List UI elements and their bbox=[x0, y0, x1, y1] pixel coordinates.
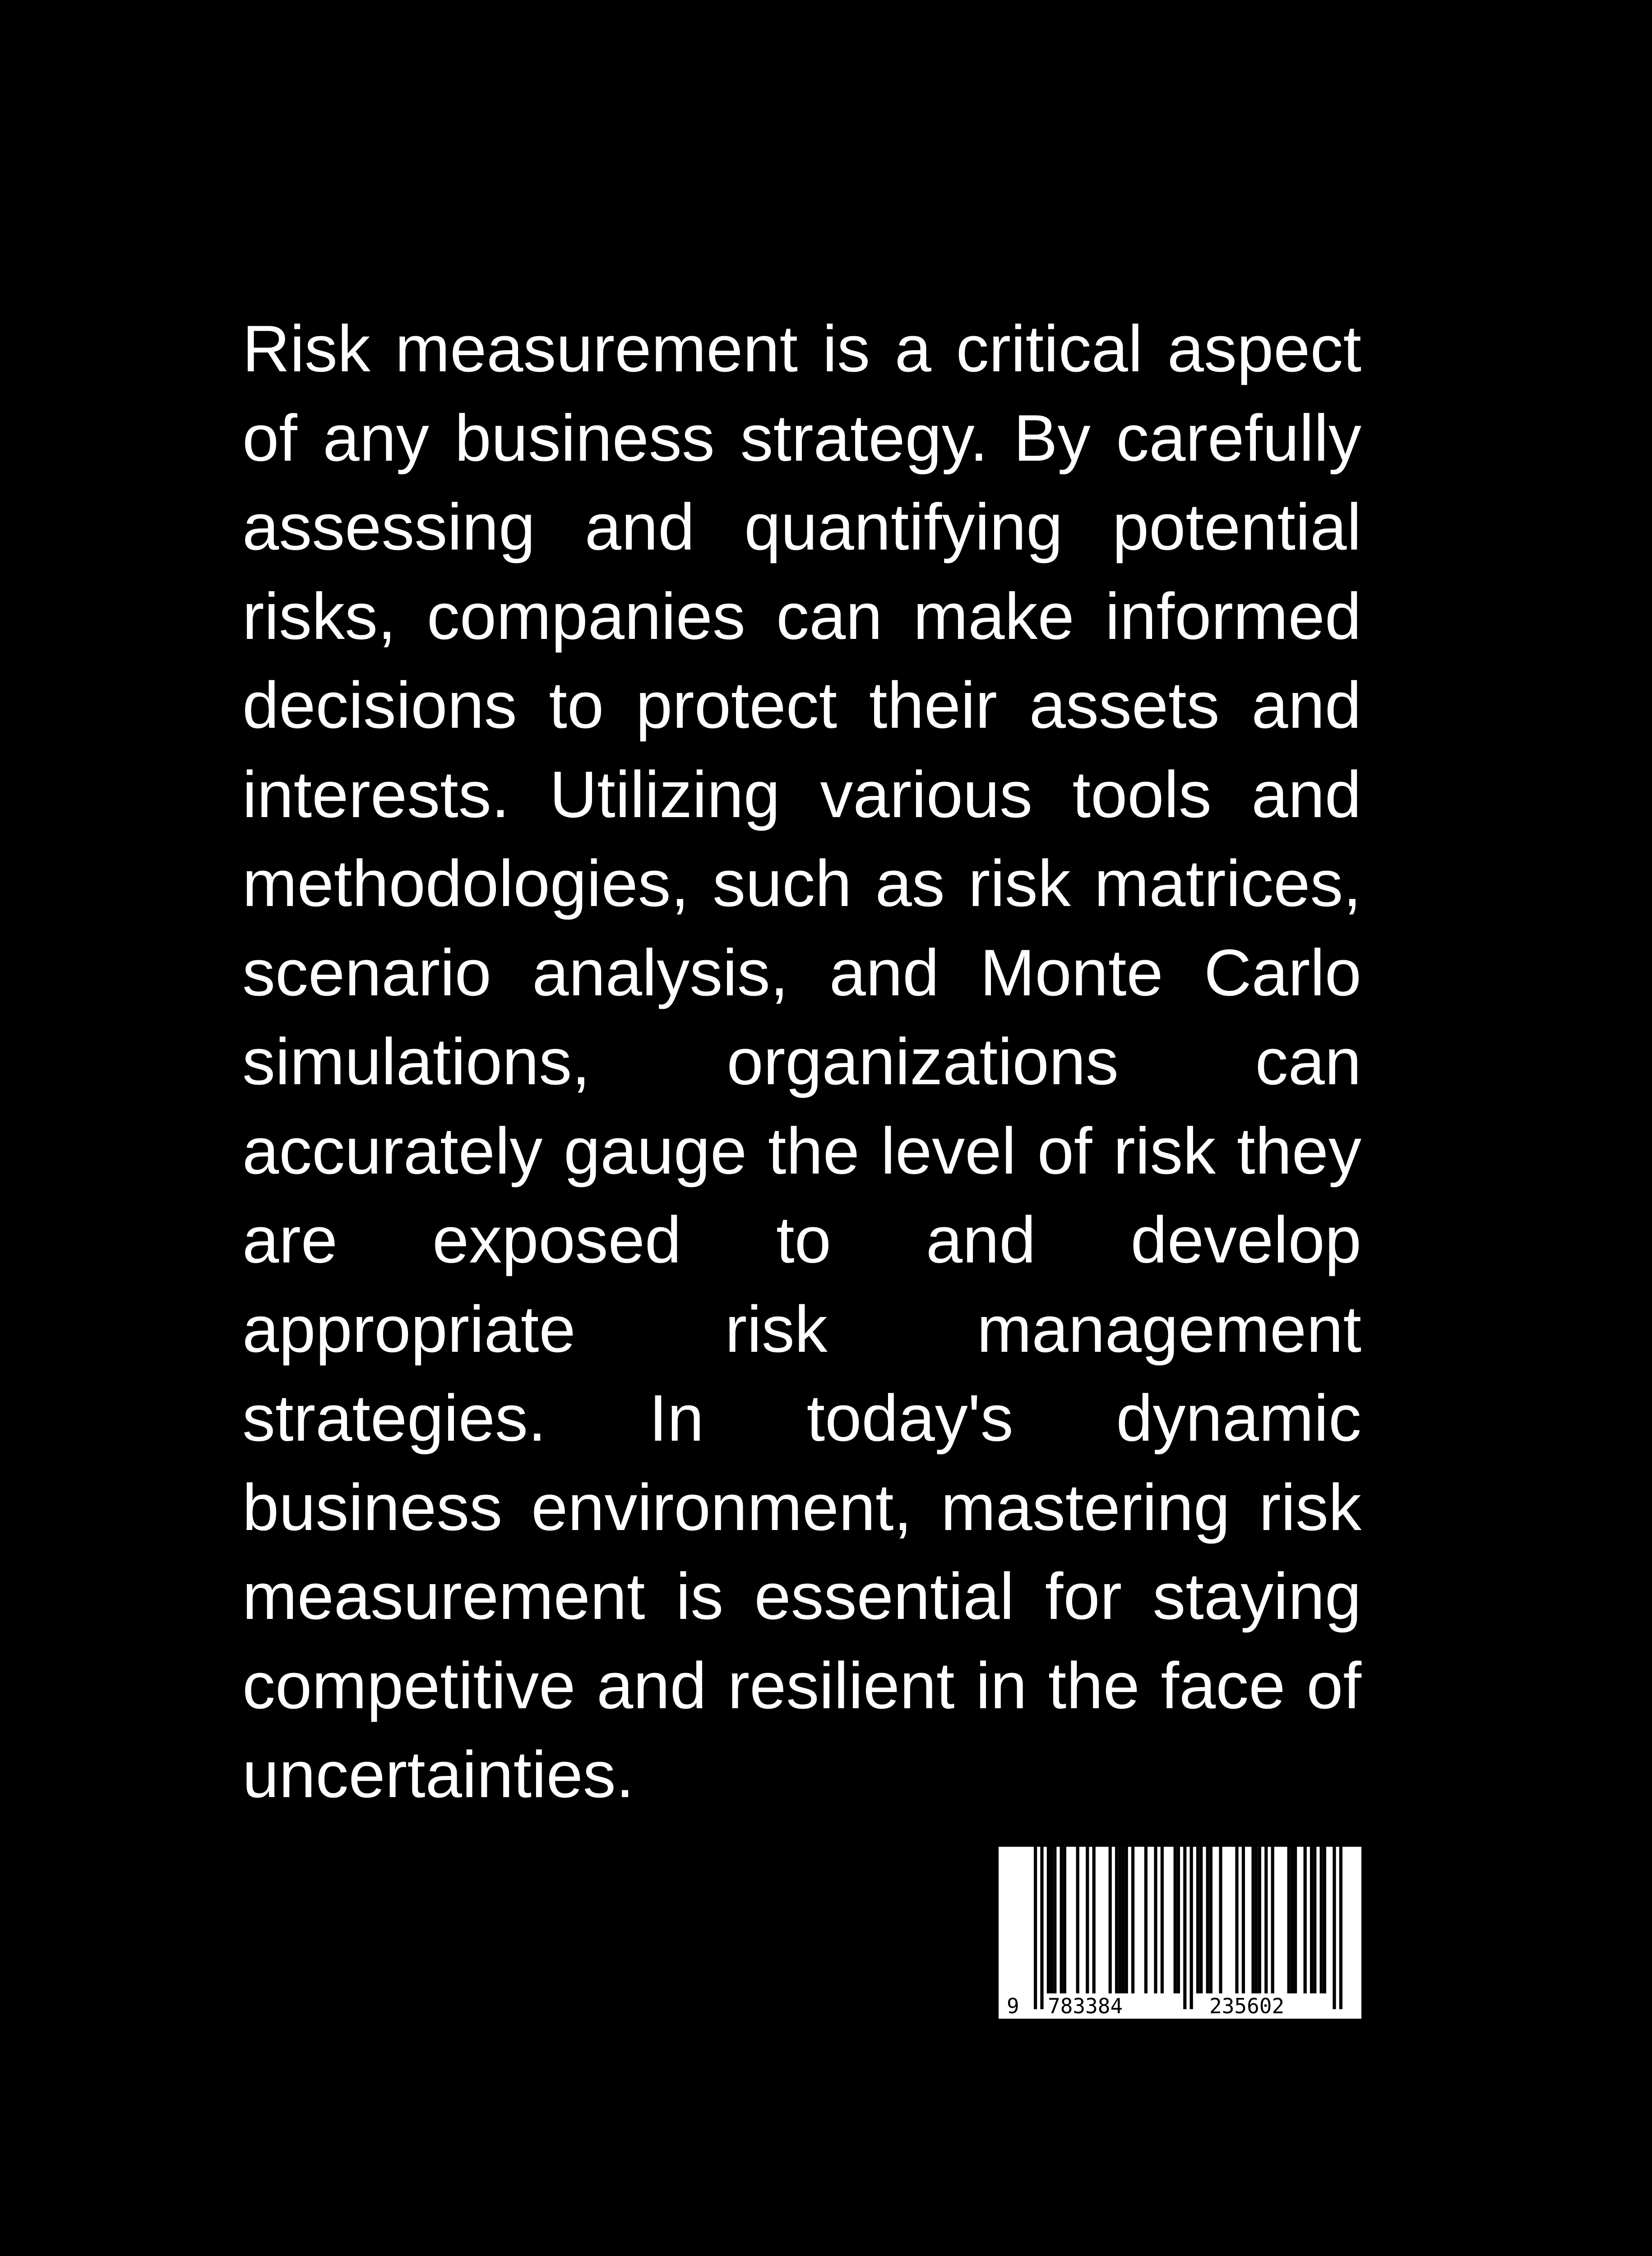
barcode-bar bbox=[1125, 1847, 1128, 1993]
barcode-bar bbox=[1255, 1847, 1258, 1993]
barcode-bar bbox=[1121, 1847, 1124, 1993]
barcode-bars bbox=[999, 1847, 1361, 2019]
isbn-barcode bbox=[999, 1847, 1361, 2019]
barcode-bar bbox=[1076, 1847, 1079, 1993]
barcode-bar bbox=[1313, 1847, 1316, 1993]
barcode-bar bbox=[1235, 1847, 1238, 1993]
barcode-bar bbox=[1310, 1847, 1313, 1993]
barcode-bar bbox=[1339, 1847, 1342, 2009]
barcode-bar bbox=[1323, 1847, 1326, 1993]
blurb-text: Risk measurement is a critical aspect of any business strategy. By carefully assessing and quantifying potential risks, companies can make informed decisions to protect their assets and interests. Utilizing various tools and methodologies, such as risk matrices, scenario analysis, and Monte Carlo simulations, organizations can accurately gauge the level of risk they are exposed to and develop appropriate risk management strategies. In today's dynamic business environment, mastering risk measurement is essential for staying competitive and resilient in the face of uncertainties. bbox=[242, 312, 1361, 1811]
barcode-lead-digit: 9 bbox=[1005, 1993, 1021, 2019]
barcode-digits bbox=[999, 1993, 1361, 2019]
barcode-bar bbox=[1264, 1847, 1268, 1993]
barcode-bar bbox=[1053, 1847, 1056, 1993]
barcode-bar bbox=[1320, 1847, 1323, 1993]
barcode-bar bbox=[1040, 1847, 1043, 2009]
barcode-bar bbox=[1174, 1847, 1177, 1993]
barcode-bar bbox=[1118, 1847, 1121, 1993]
barcode-bar bbox=[1304, 1847, 1307, 1993]
barcode-bar bbox=[1333, 1847, 1336, 2009]
barcode-bar bbox=[1294, 1847, 1297, 1993]
barcode-bar bbox=[1177, 1847, 1180, 1993]
barcode-bar bbox=[1271, 1847, 1274, 1993]
barcode-bar bbox=[1063, 1847, 1066, 1993]
barcode-bar bbox=[1291, 1847, 1294, 1993]
barcode-bar bbox=[1206, 1847, 1209, 1993]
barcode-bar bbox=[1109, 1847, 1112, 1993]
barcode-bar bbox=[1190, 1847, 1193, 2009]
barcode-bar bbox=[1209, 1847, 1212, 1993]
barcode-bar bbox=[1047, 1847, 1050, 1993]
barcode-left-digits: 783384 bbox=[1046, 1993, 1124, 2019]
barcode-bar bbox=[1199, 1847, 1203, 1993]
barcode-right-digits: 235602 bbox=[1208, 1993, 1286, 2019]
barcode-bar bbox=[1144, 1847, 1148, 1993]
barcode-bar bbox=[1115, 1847, 1118, 1993]
barcode-bar bbox=[1196, 1847, 1199, 1993]
barcode-bar bbox=[1034, 1847, 1037, 2009]
barcode-bar bbox=[1092, 1847, 1096, 1993]
barcode-bar bbox=[1161, 1847, 1164, 1993]
barcode-bar bbox=[1131, 1847, 1134, 1993]
barcode-bar bbox=[1219, 1847, 1222, 1993]
barcode-bar bbox=[1086, 1847, 1089, 1993]
barcode-bar bbox=[1060, 1847, 1063, 1993]
barcode-bar bbox=[1050, 1847, 1053, 1993]
barcode-bar bbox=[1287, 1847, 1291, 1993]
barcode-bar bbox=[1258, 1847, 1261, 1993]
barcode-bar bbox=[1242, 1847, 1245, 1993]
barcode-bar bbox=[1154, 1847, 1157, 1993]
barcode-bar bbox=[1183, 1847, 1186, 2009]
barcode-bar bbox=[1251, 1847, 1254, 1993]
